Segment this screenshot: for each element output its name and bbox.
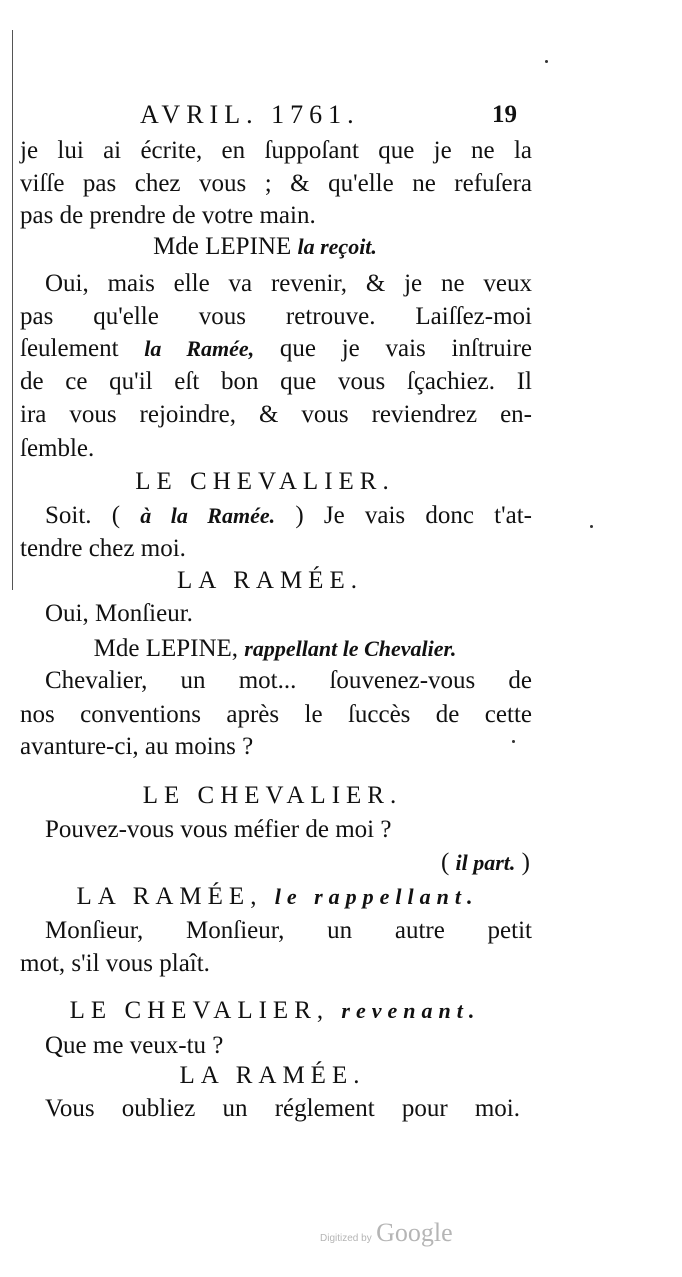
text-segment: de ce qu'il eſt bon que vous ſçachiez. Il (20, 368, 532, 395)
text-segment: tendre chez moi. (20, 535, 186, 562)
text-segment: Chevalier, un mot... ſouvenez-vous de (45, 667, 532, 694)
speaker-heading (100, 781, 445, 811)
stage-direction (380, 848, 530, 878)
text-segment: LE CHEVALIER, (69, 997, 342, 1024)
text-line (45, 1031, 445, 1061)
text-segment: Monſieur, Monſieur, un autre petit (45, 917, 532, 944)
text-line (20, 302, 532, 332)
text-segment: pas qu'elle vous retrouve. Laiſſez-moi (20, 303, 532, 330)
text-line (20, 136, 532, 166)
italic-segment: la Ramée, (144, 336, 255, 361)
text-line (20, 949, 420, 979)
italic-segment: revenant. (341, 998, 481, 1023)
text-line (20, 732, 420, 762)
text-line (20, 334, 532, 364)
speaker-heading (30, 634, 520, 664)
text-segment: ſemble. (20, 435, 95, 462)
text-line (45, 916, 532, 946)
speaker-heading (65, 882, 490, 912)
text-segment: Pouvez-vous vous méfier de moi ? (45, 816, 392, 843)
italic-segment: rappellant le Chevalier. (244, 636, 457, 661)
italic-segment: à la Ramée. (140, 503, 276, 528)
text-line (20, 400, 532, 430)
italic-segment: il part. (455, 850, 516, 875)
italic-segment: le rappellant. (274, 884, 479, 909)
speaker-heading (100, 232, 430, 262)
text-segment: avanture-ci, au moins ? (20, 733, 254, 760)
text-segment: Oui, Monſieur. (45, 600, 193, 627)
text-line (20, 367, 532, 397)
text-segment: LA RAMÉE, (76, 883, 275, 910)
text-segment: LE CHEVALIER. (142, 782, 403, 809)
text-segment: Soit. ( (45, 502, 141, 529)
margin-rule (12, 30, 13, 590)
speaker-heading (110, 467, 420, 497)
speaker-heading (150, 1061, 395, 1091)
google-logo: Google (376, 1218, 453, 1247)
text-segment: ) (515, 849, 530, 876)
speaker-heading (150, 566, 390, 596)
text-line (20, 434, 320, 464)
text-segment: pas de prendre de votre main. (20, 202, 316, 229)
text-line (20, 201, 420, 231)
text-segment: Vous oubliez un réglement pour moi. (45, 1095, 520, 1122)
text-segment: mot, s'il vous plaît. (20, 950, 210, 977)
italic-segment: la reçoit. (297, 234, 377, 259)
text-segment: Oui, mais elle va revenir, & je ne veux (45, 270, 532, 297)
digitized-label: Digitized by (320, 1233, 372, 1244)
text-line (45, 1094, 520, 1124)
text-segment: ſeulement (20, 335, 145, 362)
running-header-title: AVRIL. 1761. (140, 100, 360, 129)
text-segment: ( (440, 849, 456, 876)
text-line (20, 700, 532, 730)
text-line (20, 534, 420, 564)
text-segment: Que me veux-tu ? (45, 1032, 224, 1059)
text-segment: LE CHEVALIER. (135, 468, 395, 495)
text-line (45, 501, 532, 531)
text-segment: viſſe pas chez vous ; & qu'elle ne refuſera (20, 170, 532, 197)
text-segment: ira vous rejoindre, & vous reviendrez en- (20, 401, 532, 428)
text-line (45, 269, 532, 299)
text-segment: LA RAMÉE. (177, 567, 363, 594)
text-segment: nos conventions après le ſuccès de cette (20, 701, 532, 728)
speaker-heading (45, 996, 505, 1026)
text-segment: LA RAMÉE. (179, 1062, 366, 1089)
text-segment: Mde LEPINE, (93, 635, 245, 662)
text-line (45, 599, 445, 629)
text-line (45, 666, 532, 696)
text-segment: je lui ai écrite, en ſuppoſant que je ne la (20, 137, 532, 164)
text-segment: que je vais inſtruire (254, 335, 532, 362)
text-segment: ) Je vais donc t'at- (275, 502, 532, 529)
text-line (20, 169, 532, 199)
digitized-by-google-watermark (320, 1218, 453, 1248)
text-line (45, 815, 485, 845)
page-number: 19 (492, 101, 517, 128)
text-segment: Mde LEPINE (153, 233, 298, 260)
